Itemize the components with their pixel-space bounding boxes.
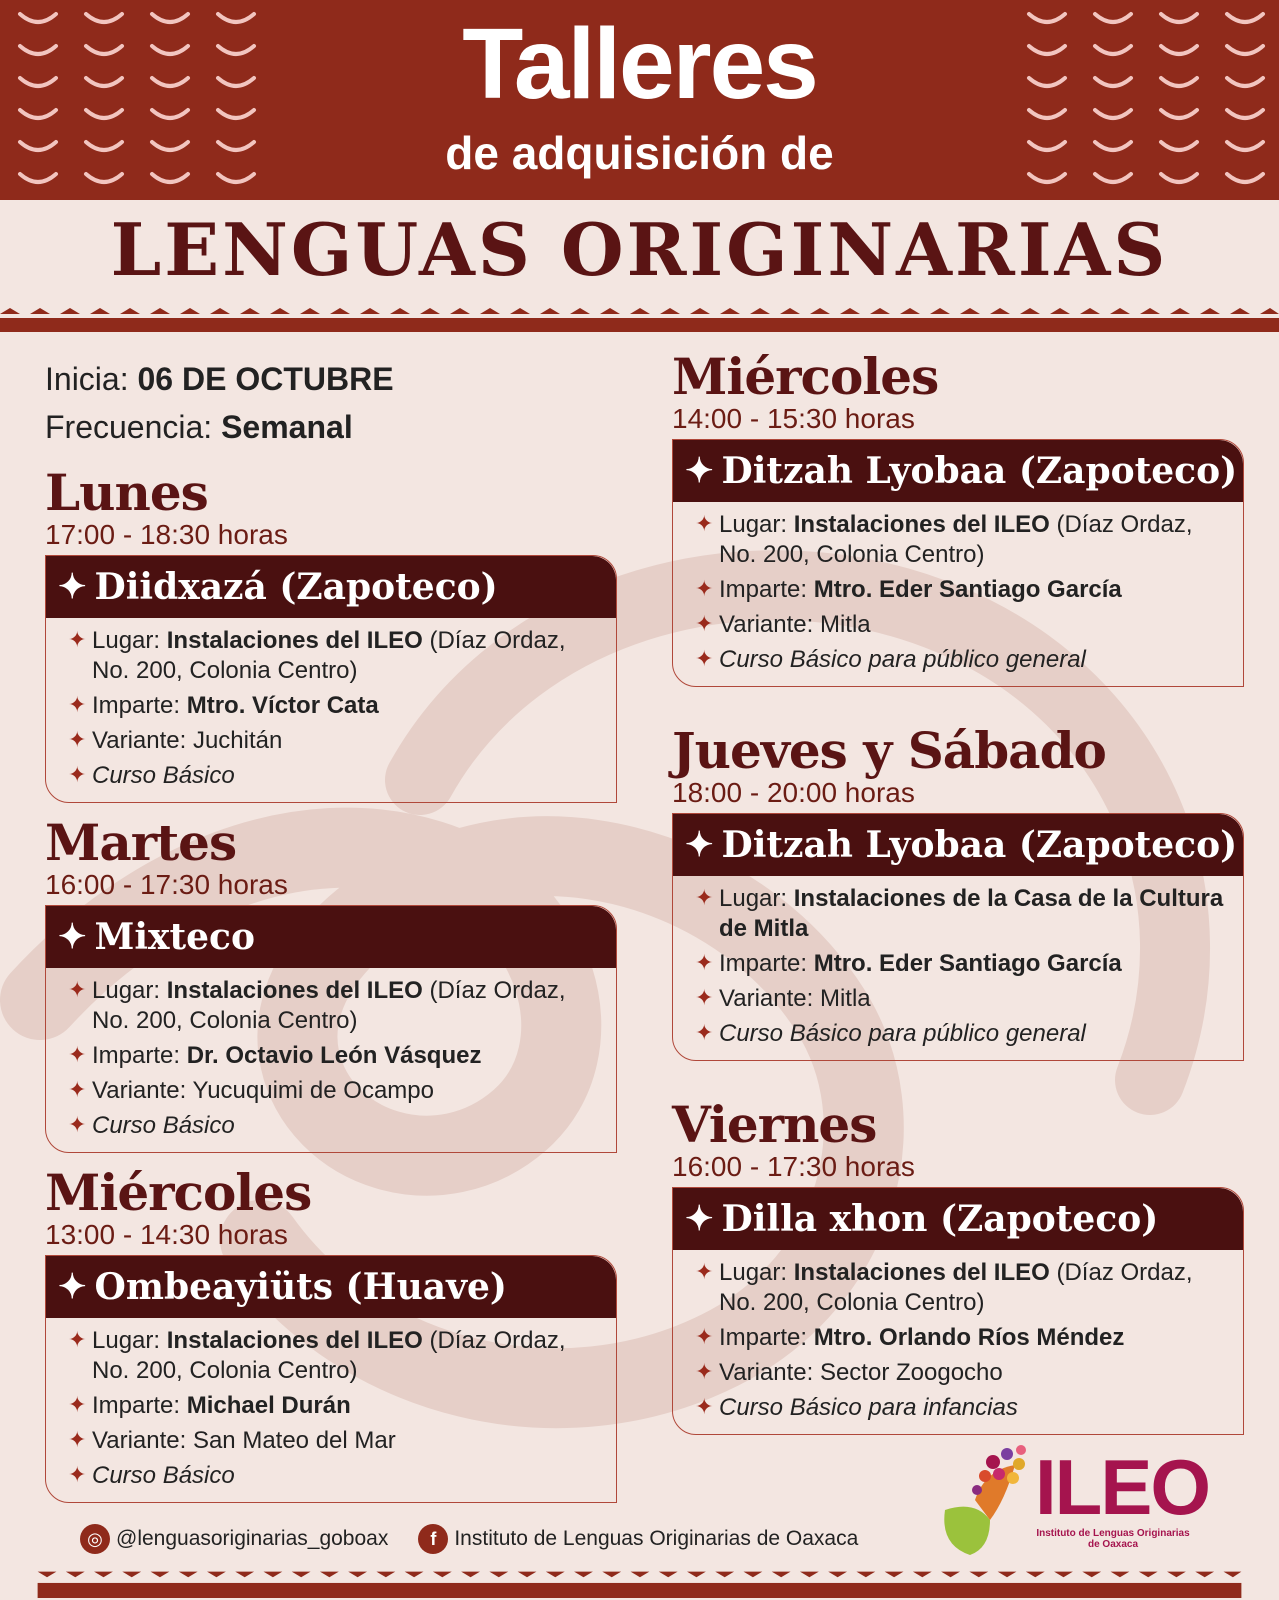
course-language: ✦ Ditzah Lyobaa (Zapoteco) <box>673 814 1243 876</box>
day-block-jueves-sabado <box>672 721 1244 1061</box>
course-card <box>672 813 1244 1061</box>
course-place: ✦ Lugar: Instalaciones del ILEO (Díaz Ordaz, No. 200, Colonia Centro) <box>68 976 566 1034</box>
sparkle-icon: ✦ <box>685 450 714 491</box>
course-variant: ✦ Variante: Juchitán <box>68 726 283 754</box>
header <box>0 0 1279 200</box>
facebook-page[interactable]: Instituto de Lenguas Originarias de Oaxaca <box>454 1527 859 1550</box>
course-level: ✦ Curso Básico para público general <box>695 1019 1086 1047</box>
course-teacher: ✦ Imparte: Mtro. Eder Santiago García <box>695 575 1122 603</box>
day-time: 16:00 - 17:30 horas <box>672 1151 915 1182</box>
day-time: 17:00 - 18:30 horas <box>45 519 288 550</box>
day-time: 16:00 - 17:30 horas <box>45 869 288 900</box>
day-block-viernes <box>672 1095 1244 1435</box>
course-variant: ✦ Variante: Sector Zoogocho <box>695 1358 1003 1386</box>
sparkle-icon: ✦ <box>68 1076 87 1102</box>
sparkle-icon: ✦ <box>68 726 87 752</box>
start-date: Inicia: 06 DE OCTUBRE <box>45 361 394 397</box>
course-teacher: ✦ Imparte: Mtro. Eder Santiago García <box>695 949 1122 977</box>
sparkle-icon: ✦ <box>685 824 714 865</box>
course-place: ✦ Lugar: Instalaciones del ILEO (Díaz Ordaz, No. 200, Colonia Centro) <box>68 626 566 684</box>
sparkle-icon: ✦ <box>695 1258 714 1284</box>
sparkle-icon: ✦ <box>695 575 714 601</box>
course-place: ✦ Lugar: Instalaciones del ILEO (Díaz Ordaz, No. 200, Colonia Centro) <box>695 510 1193 568</box>
sparkle-icon: ✦ <box>68 626 87 652</box>
header-title: Talleres <box>462 8 817 120</box>
sparkle-icon: ✦ <box>695 645 714 671</box>
sparkle-icon: ✦ <box>695 510 714 536</box>
logo-name: ILEO <box>1035 1443 1210 1531</box>
sparkle-icon: ✦ <box>68 691 87 717</box>
decorative-border-top <box>0 300 1279 332</box>
course-teacher: ✦ Imparte: Mtro. Orlando Ríos Méndez <box>695 1323 1125 1351</box>
day-block-miercoles-1 <box>45 1163 617 1503</box>
day-name: Viernes <box>672 1095 877 1154</box>
header-subtitle: de adquisición de <box>445 127 834 179</box>
course-variant: ✦ Variante: Yucuquimi de Ocampo <box>68 1076 434 1104</box>
day-block-miercoles-2 <box>672 347 1244 687</box>
sparkle-icon: ✦ <box>695 1323 714 1349</box>
course-language: ✦ Ditzah Lyobaa (Zapoteco) <box>673 440 1243 502</box>
course-language: ✦ Ombeayiüts (Huave) <box>46 1256 616 1318</box>
course-card <box>45 555 617 803</box>
day-time: 13:00 - 14:30 horas <box>45 1219 288 1250</box>
corn-logo-icon <box>935 1440 1035 1560</box>
course-card <box>45 1255 617 1503</box>
day-name: Jueves y Sábado <box>672 721 1106 780</box>
day-name: Miércoles <box>45 1163 312 1222</box>
day-name: Lunes <box>45 463 208 522</box>
day-name: Martes <box>45 813 237 872</box>
frequency: Frecuencia: Semanal <box>45 409 353 445</box>
course-language: ✦ Diidxazá (Zapoteco) <box>46 556 616 618</box>
course-level: ✦ Curso Básico <box>68 1111 235 1139</box>
course-card <box>45 905 617 1153</box>
sparkle-icon: ✦ <box>695 1358 714 1384</box>
course-info <box>45 355 394 451</box>
ileo-logo <box>935 1440 1210 1560</box>
sparkle-icon: ✦ <box>58 566 87 607</box>
footer <box>80 1524 858 1554</box>
course-language: ✦ Mixteco <box>46 906 616 968</box>
course-place: ✦ Lugar: Instalaciones del ILEO (Díaz Ordaz, No. 200, Colonia Centro) <box>695 1258 1193 1316</box>
sparkle-icon: ✦ <box>58 916 87 957</box>
course-place: ✦ Lugar: Instalaciones de la Casa de la Cultura de Mitla <box>695 884 1224 942</box>
course-card <box>672 1187 1244 1435</box>
day-time: 14:00 - 15:30 horas <box>672 403 915 434</box>
day-time: 18:00 - 20:00 horas <box>672 777 915 808</box>
sparkle-icon: ✦ <box>695 884 714 910</box>
sparkle-icon: ✦ <box>68 1391 87 1417</box>
logo-subtitle: Instituto de Lenguas Originarias de Oaxaca <box>1036 1528 1190 1550</box>
sparkle-icon: ✦ <box>68 1326 87 1352</box>
title-band <box>0 200 1279 300</box>
sparkle-icon: ✦ <box>695 949 714 975</box>
course-teacher: ✦ Imparte: Mtro. Víctor Cata <box>68 691 379 719</box>
sparkle-icon: ✦ <box>58 1266 87 1307</box>
sparkle-icon: ✦ <box>68 1426 87 1452</box>
sparkle-icon: ✦ <box>695 984 714 1010</box>
sparkle-icon: ✦ <box>685 1198 714 1239</box>
course-place: ✦ Lugar: Instalaciones del ILEO (Díaz Ordaz, No. 200, Colonia Centro) <box>68 1326 566 1384</box>
day-block-martes <box>45 813 617 1153</box>
sparkle-icon: ✦ <box>68 761 87 787</box>
course-variant: ✦ Variante: Mitla <box>695 610 871 638</box>
sparkle-icon: ✦ <box>695 1019 714 1045</box>
day-name: Miércoles <box>672 347 939 406</box>
course-variant: ✦ Variante: Mitla <box>695 984 871 1012</box>
course-level: ✦ Curso Básico para infancias <box>695 1393 1018 1421</box>
course-card <box>672 439 1244 687</box>
course-level: ✦ Curso Básico <box>68 1461 235 1489</box>
facebook-icon: f <box>418 1524 448 1554</box>
course-language: ✦ Dilla xhon (Zapoteco) <box>673 1188 1243 1250</box>
sparkle-icon: ✦ <box>695 1393 714 1419</box>
instagram-handle[interactable]: @lenguasoriginarias_goboax <box>116 1527 389 1550</box>
course-variant: ✦ Variante: San Mateo del Mar <box>68 1426 396 1454</box>
band-title: LENGUAS ORIGINARIAS <box>110 207 1169 292</box>
sparkle-icon: ✦ <box>695 610 714 636</box>
course-level: ✦ Curso Básico <box>68 761 235 789</box>
day-block-lunes <box>45 463 617 803</box>
course-teacher: ✦ Imparte: Dr. Octavio León Vásquez <box>68 1041 482 1069</box>
sparkle-icon: ✦ <box>68 1461 87 1487</box>
sparkle-icon: ✦ <box>68 1041 87 1067</box>
course-teacher: ✦ Imparte: Michael Durán <box>68 1391 351 1419</box>
course-level: ✦ Curso Básico para público general <box>695 645 1086 673</box>
decorative-border-bottom <box>0 1566 1279 1598</box>
instagram-icon: ◎ <box>80 1524 110 1554</box>
sparkle-icon: ✦ <box>68 976 87 1002</box>
sparkle-icon: ✦ <box>68 1111 87 1137</box>
